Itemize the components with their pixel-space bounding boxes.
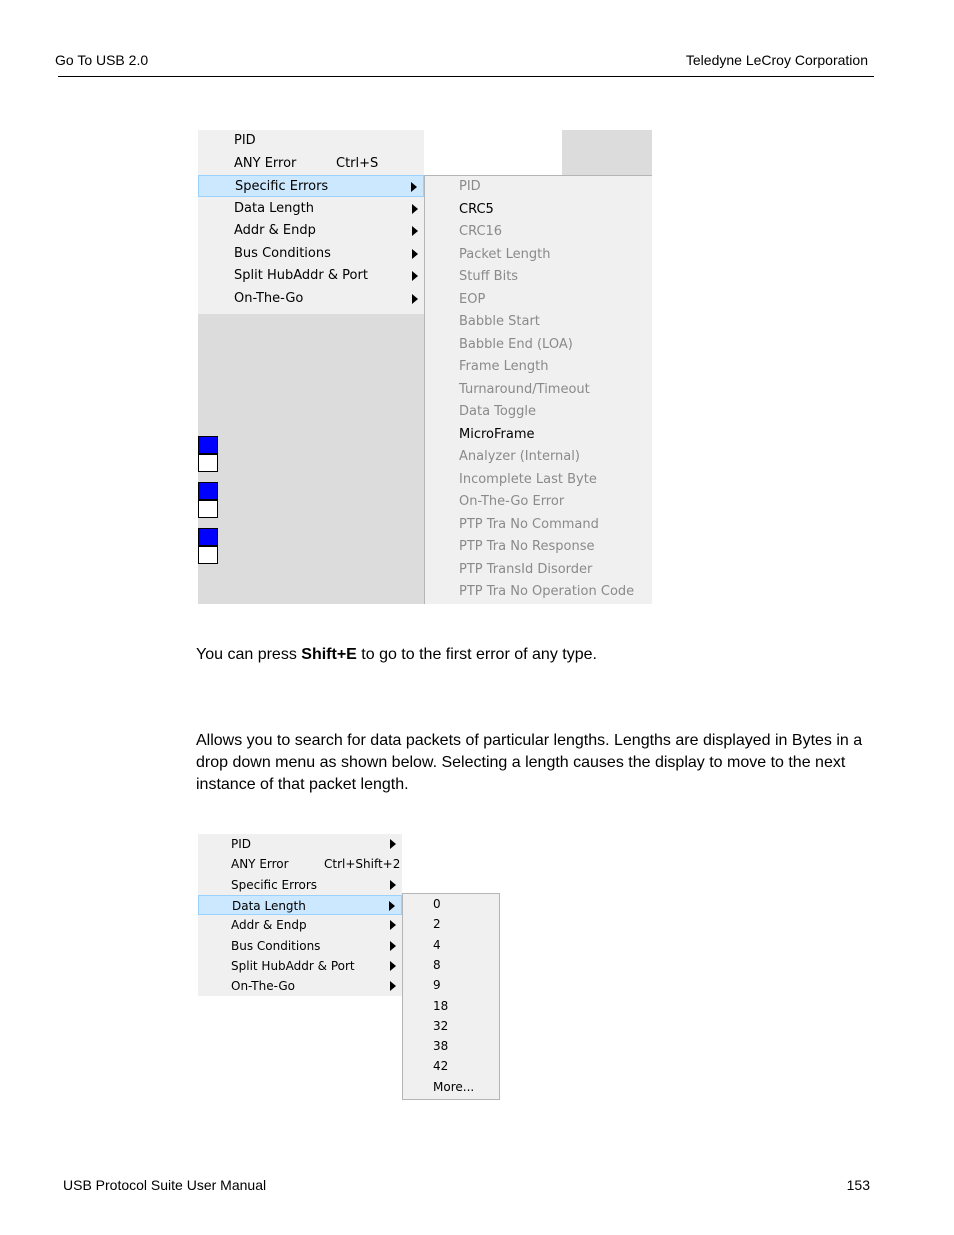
submenu-item-on-the-go-error[interactable]: [425, 491, 652, 514]
submenu-item-label: Frame Length: [459, 359, 549, 374]
menu-item-split-hubaddr-port[interactable]: [198, 956, 402, 976]
submenu-item-label: MicroFrame: [459, 426, 535, 442]
page-header-company: Teledyne LeCroy Corporation: [685, 52, 868, 68]
data-length-option[interactable]: [403, 914, 499, 934]
page-footer-title: USB Protocol Suite User Manual: [63, 1177, 267, 1193]
menu-item-label: Addr & Endp: [231, 918, 307, 933]
submenu-item-turnaround-timeout[interactable]: [425, 379, 652, 402]
data-length-option[interactable]: [403, 935, 499, 955]
menu-item-bus-conditions[interactable]: [198, 936, 402, 956]
menu-item-shortcut: Ctrl+Shift+2: [324, 857, 401, 872]
submenu-item-label: Data Toggle: [459, 404, 536, 419]
menu-item-label: Split HubAddr & Port: [231, 958, 355, 973]
data-length-option[interactable]: [403, 1056, 499, 1076]
menu-item-label: Specific Errors: [235, 179, 329, 194]
chevron-right-icon: [390, 981, 396, 991]
data-length-submenu: [402, 893, 500, 1100]
marker-white-box: [198, 546, 218, 564]
submenu-item-crc16[interactable]: [425, 221, 652, 244]
submenu-item-stuff-bits[interactable]: [425, 266, 652, 289]
chevron-right-icon: [412, 249, 418, 259]
data-length-option-label: 32: [433, 1018, 449, 1033]
submenu-item-ptp-tra-no-operation-code[interactable]: [425, 581, 652, 604]
menu-item-data-length[interactable]: [198, 198, 424, 220]
data-length-option-label: 0: [433, 897, 441, 911]
submenu-item-label: Packet Length: [459, 246, 551, 262]
data-length-option[interactable]: [403, 1077, 499, 1097]
marker-blue-box: [198, 436, 218, 454]
menu-item-bus-conditions[interactable]: [198, 243, 424, 265]
menu-item-label: Addr & Endp: [234, 223, 316, 238]
menu-item-label: ANY Error: [231, 857, 289, 872]
submenu-item-analyzer-internal[interactable]: [425, 446, 652, 469]
specific-errors-submenu: [424, 175, 652, 604]
menu-item-shortcut: Ctrl+S: [336, 155, 379, 171]
search-menu-screenshot-data-length: [198, 834, 500, 1100]
data-length-option[interactable]: [403, 975, 499, 995]
menu-item-label: On-The-Go: [231, 979, 296, 994]
chevron-right-icon: [412, 271, 418, 281]
menu-item-label: Data Length: [234, 200, 315, 216]
menu-item-split-hubaddr-port[interactable]: [198, 265, 424, 287]
marker-blue-box: [198, 528, 218, 546]
shortcut-text: Shift+E: [301, 646, 357, 663]
submenu-item-ptp-tra-no-response[interactable]: [425, 536, 652, 559]
data-length-option-label: 9: [433, 978, 441, 993]
menu-item-on-the-go[interactable]: [198, 288, 424, 310]
menu-item-label: PID: [234, 133, 256, 148]
chevron-right-icon: [412, 226, 418, 236]
menu-item-specific-errors[interactable]: [198, 875, 402, 895]
data-length-option[interactable]: [403, 955, 499, 975]
search-context-menu: [198, 834, 402, 996]
submenu-item-data-toggle[interactable]: [425, 401, 652, 424]
data-length-option[interactable]: [403, 1016, 499, 1036]
chevron-right-icon: [390, 880, 396, 890]
submenu-item-packet-length[interactable]: [425, 244, 652, 267]
submenu-item-label: PTP Tra No Command: [459, 516, 599, 532]
submenu-item-label: EOP: [459, 291, 486, 307]
menu-item-pid[interactable]: [198, 834, 402, 854]
menu-item-on-the-go[interactable]: [198, 976, 402, 996]
submenu-item-ptp-tra-no-command[interactable]: [425, 514, 652, 537]
menu-item-data-length[interactable]: [198, 895, 402, 915]
submenu-item-label: Babble Start: [459, 314, 540, 329]
menu-item-label: Specific Errors: [231, 877, 318, 892]
submenu-item-label: On-The-Go Error: [459, 494, 565, 509]
data-length-option-label: More...: [433, 1079, 475, 1094]
header-rule: [58, 76, 874, 77]
data-length-option-label: 18: [433, 998, 449, 1013]
data-length-option-label: 4: [433, 937, 441, 952]
submenu-item-label: CRC5: [459, 201, 494, 217]
chevron-right-icon: [390, 839, 396, 849]
data-length-option-label: 2: [433, 917, 441, 932]
chevron-right-icon: [390, 920, 396, 930]
chevron-right-icon: [389, 901, 395, 911]
submenu-item-ptp-transid-disorder[interactable]: [425, 559, 652, 582]
submenu-item-pid[interactable]: [425, 176, 652, 199]
data-length-option-label: 8: [433, 957, 441, 972]
chevron-right-icon: [390, 961, 396, 971]
chevron-right-icon: [411, 182, 417, 192]
page-header-title: Go To USB 2.0: [55, 52, 149, 68]
menu-item-label: Data Length: [232, 898, 306, 913]
chevron-right-icon: [412, 204, 418, 214]
submenu-item-label: PTP TransId Disorder: [459, 561, 593, 577]
submenu-item-label: Analyzer (Internal): [459, 449, 580, 464]
data-length-option[interactable]: [403, 996, 499, 1016]
menu-item-addr-endp[interactable]: [198, 915, 402, 935]
shift-e-tip: You can press Shift+E to go to the first error of any type.: [196, 646, 597, 663]
menu-item-label: On-The-Go: [234, 290, 304, 306]
submenu-item-label: Babble End (LOA): [459, 336, 573, 352]
page-number: 153: [846, 1177, 870, 1193]
submenu-item-label: PTP Tra No Operation Code: [459, 584, 635, 599]
submenu-item-label: PTP Tra No Response: [459, 539, 595, 554]
submenu-item-label: Stuff Bits: [459, 269, 519, 284]
submenu-item-incomplete-last-byte[interactable]: [425, 469, 652, 492]
marker-white-box: [198, 500, 218, 518]
marker-blue-box: [198, 482, 218, 500]
menu-item-any-error[interactable]: [198, 153, 424, 175]
menu-item-label: Bus Conditions: [234, 245, 331, 261]
menu-item-label: Bus Conditions: [231, 938, 321, 953]
search-context-menu: [198, 130, 424, 314]
menu-item-label: PID: [231, 837, 252, 851]
menu-item-label: Split HubAddr & Port: [234, 268, 368, 283]
submenu-item-label: Incomplete Last Byte: [459, 471, 597, 487]
chevron-right-icon: [412, 294, 418, 304]
marker-white-box: [198, 454, 218, 472]
menu-item-specific-errors[interactable]: [198, 175, 424, 197]
chevron-right-icon: [390, 941, 396, 951]
data-length-description: Allows you to search for data packets of particular lengths. Lengths are displayed in Bytes in a drop down menu as shown below. Selecting a length causes the display to move to the next instance of that packet length.: [196, 732, 863, 793]
submenu-item-frame-length[interactable]: [425, 356, 652, 379]
menu-item-any-error[interactable]: [198, 854, 402, 874]
data-length-option[interactable]: [403, 1036, 499, 1056]
submenu-item-microframe[interactable]: [425, 424, 652, 447]
submenu-item-label: Turnaround/Timeout: [459, 381, 590, 397]
menu-item-addr-endp[interactable]: [198, 220, 424, 242]
search-menu-screenshot-specific-errors: [198, 130, 652, 604]
data-length-option-label: 42: [433, 1059, 449, 1074]
data-length-option[interactable]: [403, 894, 499, 914]
submenu-item-crc5[interactable]: [425, 199, 652, 222]
submenu-item-label: PID: [459, 179, 481, 194]
menu-item-label: ANY Error: [234, 155, 297, 171]
submenu-item-label: CRC16: [459, 224, 503, 239]
submenu-item-babble-start[interactable]: [425, 311, 652, 334]
data-length-option-label: 38: [433, 1039, 449, 1054]
menu-item-pid[interactable]: [198, 130, 424, 152]
submenu-item-eop[interactable]: [425, 289, 652, 312]
submenu-item-babble-end-loa[interactable]: [425, 334, 652, 357]
